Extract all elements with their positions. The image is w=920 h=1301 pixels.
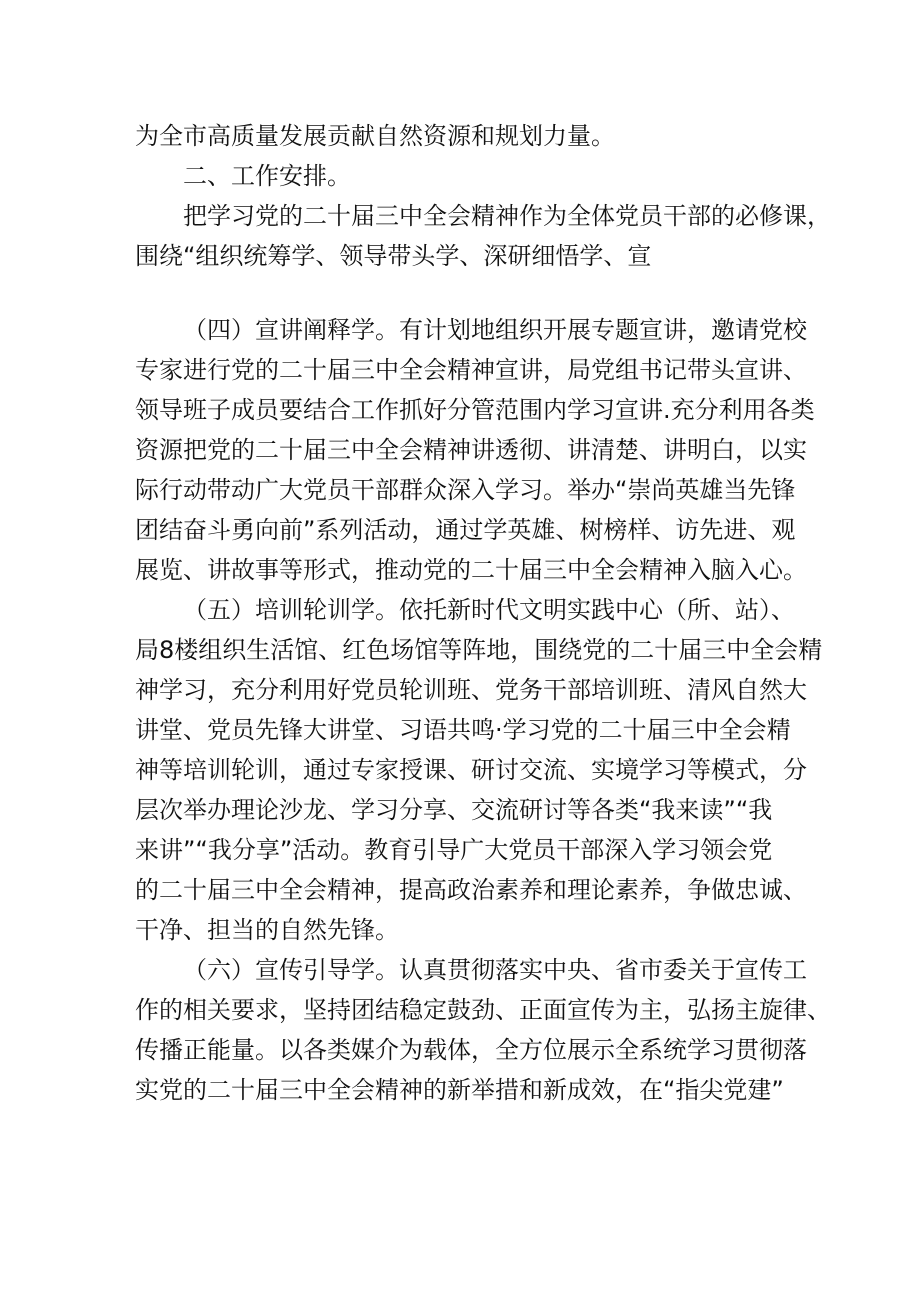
text-line: 局8楼组织生活馆、红色场馆等阵地，围绕党的二十届三中全会精 xyxy=(135,636,823,664)
text-line: 展览、讲故事等形式，推动党的二十届三中全会精神入脑入心。 xyxy=(135,556,807,584)
paragraph-section-5 xyxy=(135,590,823,950)
text-line: 来讲”“我分享”活动。教育引导广大党员干部深入学习领会党 xyxy=(135,836,773,864)
text-line: 团结奋斗勇向前”系列活动，通过学英雄、树榜样、访先进、观 xyxy=(135,516,796,544)
text-line: 领导班子成员要结合工作抓好分管范围内学习宣讲.充分利用各类 xyxy=(135,396,815,424)
text-line: 的二十届三中全会精神，提高政治素养和理论素养，争做忠诚、 xyxy=(135,876,807,904)
intro-block xyxy=(135,116,831,276)
paragraph-section-4 xyxy=(135,310,815,590)
text-line: 神学习，充分利用好党员轮训班、党务干部培训班、清风自然大 xyxy=(135,676,807,704)
paragraph-section-6 xyxy=(135,950,831,1110)
text-line: 层次举办理论沙龙、学习分享、交流研讨等各类“我来读”“我 xyxy=(135,796,773,824)
text-line: 资源把党的二十届三中全会精神讲透彻、讲清楚、讲明白，以实 xyxy=(135,436,807,464)
text-line: 专家进行党的二十届三中全会精神宣讲，局党组书记带头宣讲、 xyxy=(135,356,807,384)
text-line: 干净、担当的自然先锋。 xyxy=(135,916,399,944)
text-line: 实党的二十届三中全会精神的新举措和新成效，在“指尖党建” xyxy=(135,1076,784,1104)
text-line: 际行动带动广大党员干部群众深入学习。举办“崇尚英雄当先锋 xyxy=(135,476,796,504)
text-line: 讲堂、党员先锋大讲堂、习语共鸣·学习党的二十届三中全会精 xyxy=(135,716,791,744)
text-line: 围绕“组织统筹学、领导带头学、深研细悟学、宣 xyxy=(135,242,652,270)
text-line: 把学习党的二十届三中全会精神作为全体党员干部的必修课， xyxy=(183,202,831,230)
text-line: 神等培训轮训，通过专家授课、研讨交流、实境学习等模式，分 xyxy=(135,756,807,784)
text-line: （四）宣讲阐释学。有计划地组织开展专题宣讲，邀请党校 xyxy=(183,316,807,344)
section-heading: 二、工作安排。 xyxy=(183,162,351,190)
text-line: 为全市高质量发展贡献自然资源和规划力量。 xyxy=(135,122,615,150)
text-line: （五）培训轮训学。依托新时代文明实践中心（所、站）、 xyxy=(183,596,795,624)
text-line: 传播正能量。以各类媒介为载体，全方位展示全系统学习贯彻落 xyxy=(135,1036,807,1064)
text-line: （六）宣传引导学。认真贯彻落实中央、省市委关于宣传工 xyxy=(183,956,807,984)
text-line: 作的相关要求，坚持团结稳定鼓劲、正面宣传为主，弘扬主旋律、 xyxy=(135,996,831,1024)
